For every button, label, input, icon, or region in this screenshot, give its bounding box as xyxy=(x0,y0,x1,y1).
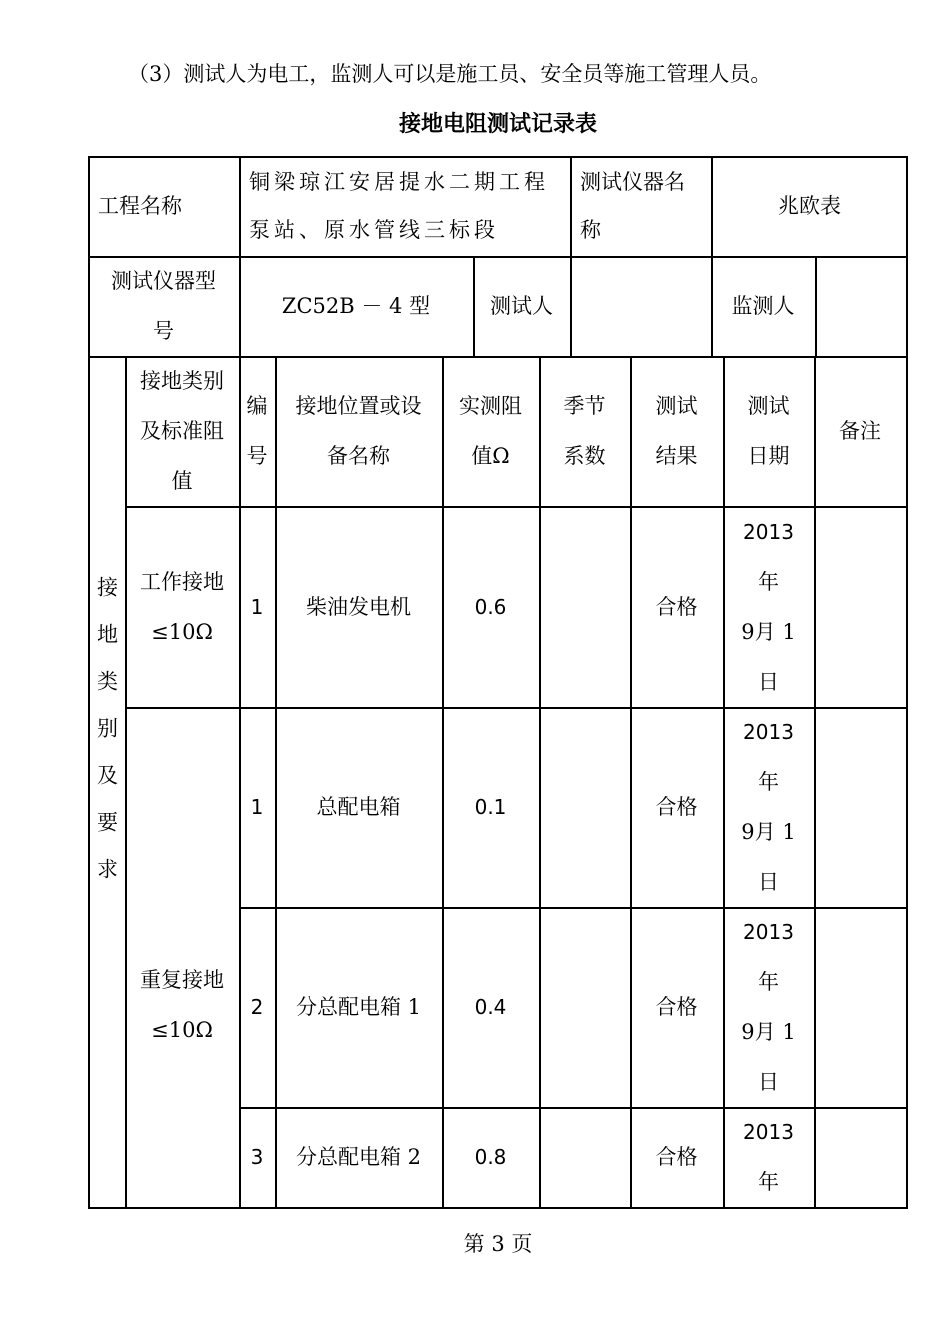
row-measured: 0.1 xyxy=(474,795,507,819)
row-remark xyxy=(814,506,906,707)
group-label-text: 接地类别及要求 xyxy=(94,576,119,905)
row-date xyxy=(723,907,814,1107)
group-label xyxy=(88,576,125,956)
date-nian: 年 xyxy=(758,1170,779,1194)
category-name: 重复接地 xyxy=(140,968,224,992)
row-date xyxy=(723,1107,814,1207)
table-title: 接地电阻测试记录表 xyxy=(398,111,597,137)
row-location: 总配电箱 xyxy=(316,795,401,819)
col-remark: 备注 xyxy=(839,419,881,443)
row-location: 柴油发电机 xyxy=(306,594,411,619)
date-year: 2013 xyxy=(743,1120,794,1144)
date-ri: 日 xyxy=(758,669,779,694)
row-remark xyxy=(814,707,906,907)
record-table xyxy=(88,156,908,1209)
category-repeat xyxy=(125,707,239,1207)
category-standard: ≤10Ω xyxy=(151,1018,213,1042)
row-measured: 0.6 xyxy=(474,594,507,619)
row-number: 3 xyxy=(250,1145,264,1169)
instrument-model-label: 测试仪器型号 xyxy=(111,269,216,343)
date-ri: 日 xyxy=(758,870,779,894)
monitor-label: 监测人 xyxy=(731,294,795,318)
row-location: 分总配电箱 1 xyxy=(295,995,422,1019)
row-date xyxy=(723,506,814,707)
project-label: 工程名称 xyxy=(98,194,182,218)
row-remark xyxy=(814,1107,906,1207)
row-season xyxy=(539,1107,630,1207)
row-number: 2 xyxy=(250,995,264,1019)
date-month-day: 9月 1 xyxy=(741,619,796,644)
instrument-model-value: ZC52B － 4 型 xyxy=(281,294,431,318)
date-year: 2013 xyxy=(743,519,794,544)
row-result: 合格 xyxy=(655,795,698,819)
instrument-name-label: 测试仪器名称 xyxy=(580,170,685,242)
category-working xyxy=(125,506,239,707)
col-location: 接地位置或设备名称 xyxy=(295,394,422,468)
col-number: 编号 xyxy=(246,394,268,468)
date-year: 2013 xyxy=(743,720,794,744)
col-measured: 实测阻值Ω xyxy=(459,394,522,468)
col-category: 接地类别及标准阻值 xyxy=(140,369,224,493)
project-value: 铜梁琼江安居提水二期工程泵站、原水管线三标段 xyxy=(249,170,549,242)
instrument-name-value: 兆欧表 xyxy=(778,194,841,218)
date-nian: 年 xyxy=(758,569,779,594)
col-season: 季节系数 xyxy=(563,394,606,468)
row-season xyxy=(539,907,630,1107)
row-result: 合格 xyxy=(655,1145,698,1169)
tester-value xyxy=(570,256,711,356)
date-nian: 年 xyxy=(758,970,779,994)
row-result: 合格 xyxy=(655,995,698,1019)
row-measured: 0.8 xyxy=(474,1145,507,1169)
col-date: 测试日期 xyxy=(747,394,790,468)
row-measured: 0.4 xyxy=(474,995,507,1019)
date-ri: 日 xyxy=(758,1070,779,1094)
col-result: 测试结果 xyxy=(655,394,698,468)
tester-label: 测试人 xyxy=(490,294,553,318)
row-number: 1 xyxy=(250,594,264,619)
row-season xyxy=(539,707,630,907)
category-standard: ≤10Ω xyxy=(151,619,213,644)
date-year: 2013 xyxy=(743,920,794,944)
date-month-day: 9月 1 xyxy=(741,1020,796,1044)
row-result: 合格 xyxy=(655,594,698,619)
monitor-value xyxy=(815,256,908,356)
row-season xyxy=(539,506,630,707)
row-location: 分总配电箱 2 xyxy=(295,1145,422,1169)
row-number: 1 xyxy=(250,795,264,819)
page-number: 第 3 页 xyxy=(463,1232,533,1256)
row-date xyxy=(723,707,814,907)
date-month-day: 9月 1 xyxy=(741,820,796,844)
intro-note: （3）测试人为电工，监测人可以是施工员、安全员等施工管理人员。 xyxy=(128,62,772,86)
date-nian: 年 xyxy=(758,770,779,794)
row-remark xyxy=(814,907,906,1107)
category-name: 工作接地 xyxy=(140,569,224,594)
